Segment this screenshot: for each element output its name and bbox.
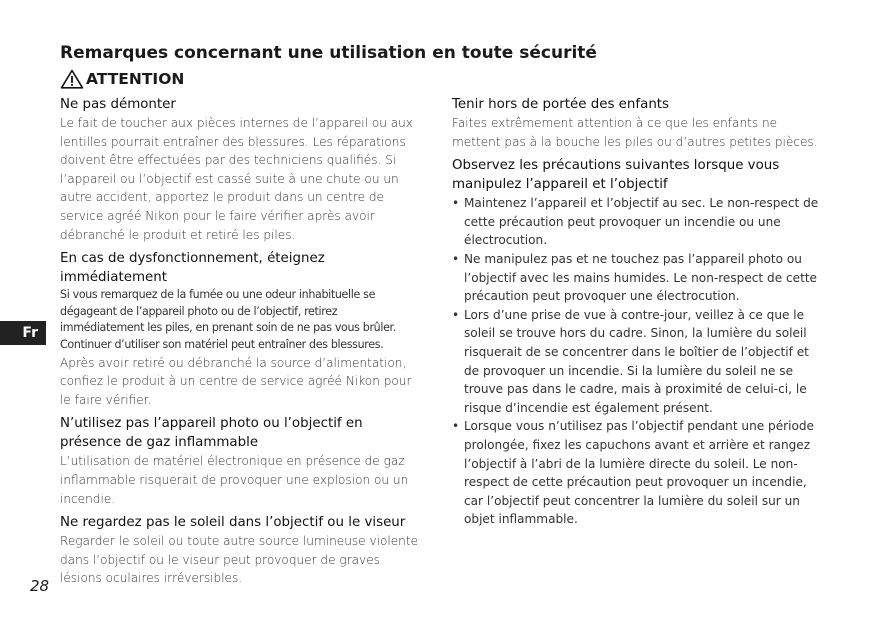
section-body: Après avoir retiré ou débranché la source d’alimentation, confiez le produit à un centre de service agréé Nikon pour le faire vérifier. [60, 355, 412, 407]
list-item: • Maintenez l’appareil et l’objectif au sec. Le non-respect de cette précaution peut provoquer un incendie ou une électrocution. [452, 194, 820, 250]
section-flammable-gas [60, 414, 420, 508]
attention-label: ATTENTION [86, 70, 185, 88]
section-heading: En cas de dysfonctionnement, éteignez immédiatement [60, 251, 325, 286]
section-sun-viewfinder [60, 513, 420, 588]
section-body-condensed: Si vous remarquez de la fumée ou une odeur inhabituelle se dégageant de l’appareil photo ou de l’objectif, retirez immédiatement les piles, en prenant soin de ne pas vous brûler. Continuer d’utiliser son matériel peut entraîner des blessures. [60, 288, 396, 351]
section-body: L’utilisation de matériel électronique en présence de gaz inflammable risquerait de provoquer une explosion ou un incendie. [60, 454, 409, 506]
section-heading: Tenir hors de portée des enfants [452, 97, 670, 112]
section-malfunction [60, 249, 420, 409]
section-body: Le fait de toucher aux pièces internes de l’appareil ou aux lentilles pourrait entraîner des blessures. Les réparations doivent être effectuées par des techniciens qualifiés. Si l’appareil ou l’objectif est cassé suite à une chute ou un autre accident, apportez le produit dans un centre de service agréé Nikon pour le faire vérifier après avoir débranché le produit et retiré les piles. [60, 116, 413, 242]
list-item: • Lorsque vous n’utilisez pas l’objectif pendant une période prolongée, fixez les capuchons avant et arrière et rangez l’objectif à l’abri de la lumière directe du soleil. Le non-respect de cette précaution peut provoquer un incendie, car l’objectif peut concentrer la lumière du soleil sur un objet inflammable. [452, 417, 820, 529]
list-item: • Ne manipulez pas et ne touchez pas l’appareil photo ou l’objectif avec les mains humides. Le non-respect de cette précaution peut provoquer une électrocution. [452, 250, 820, 306]
section-body: Faites extrêmement attention à ce que les enfants ne mettent pas à la bouche les piles ou d’autres petites pièces. [452, 116, 818, 149]
page-title: Remarques concernant une utilisation en toute sécurité [60, 43, 597, 63]
page-number: 28 [30, 577, 50, 595]
section-heading: Ne regardez pas le soleil dans l’objectif ou le viseur [60, 515, 406, 531]
list-item: • Lors d’une prise de vue à contre-jour, veillez à ce que le soleil se trouve hors du cadre. Sinon, la lumière du soleil risquerait de se concentrer dans le boîtier de l’objectif et de provoquer un incendie. Si la lumière du soleil ne se trouve pas dans le cadre, mais à proximité de celui-ci, le risque d’incendie est également présent. [452, 306, 820, 418]
warning-icon [60, 69, 84, 89]
section-heading: N’utilisez pas l’appareil photo ou l’objectif en présence de gaz inflammable [60, 416, 363, 451]
left-column [60, 95, 420, 593]
section-heading: Observez les précautions suivantes lorsque vous manipulez l’appareil et l’objectif [452, 158, 780, 193]
section-children [452, 95, 820, 151]
section-body: Regarder le soleil ou toute autre source lumineuse violente dans l’objectif ou le viseur peut provoquer de graves lésions oculaires irréversibles. [60, 534, 419, 586]
precautions-list [452, 194, 820, 529]
section-heading: Ne pas démonter [60, 97, 176, 112]
section-handling-precautions [452, 156, 820, 529]
section-no-disassembly [60, 95, 420, 244]
right-column [452, 95, 820, 534]
language-tab: Fr [0, 321, 46, 345]
attention-heading [60, 68, 184, 90]
